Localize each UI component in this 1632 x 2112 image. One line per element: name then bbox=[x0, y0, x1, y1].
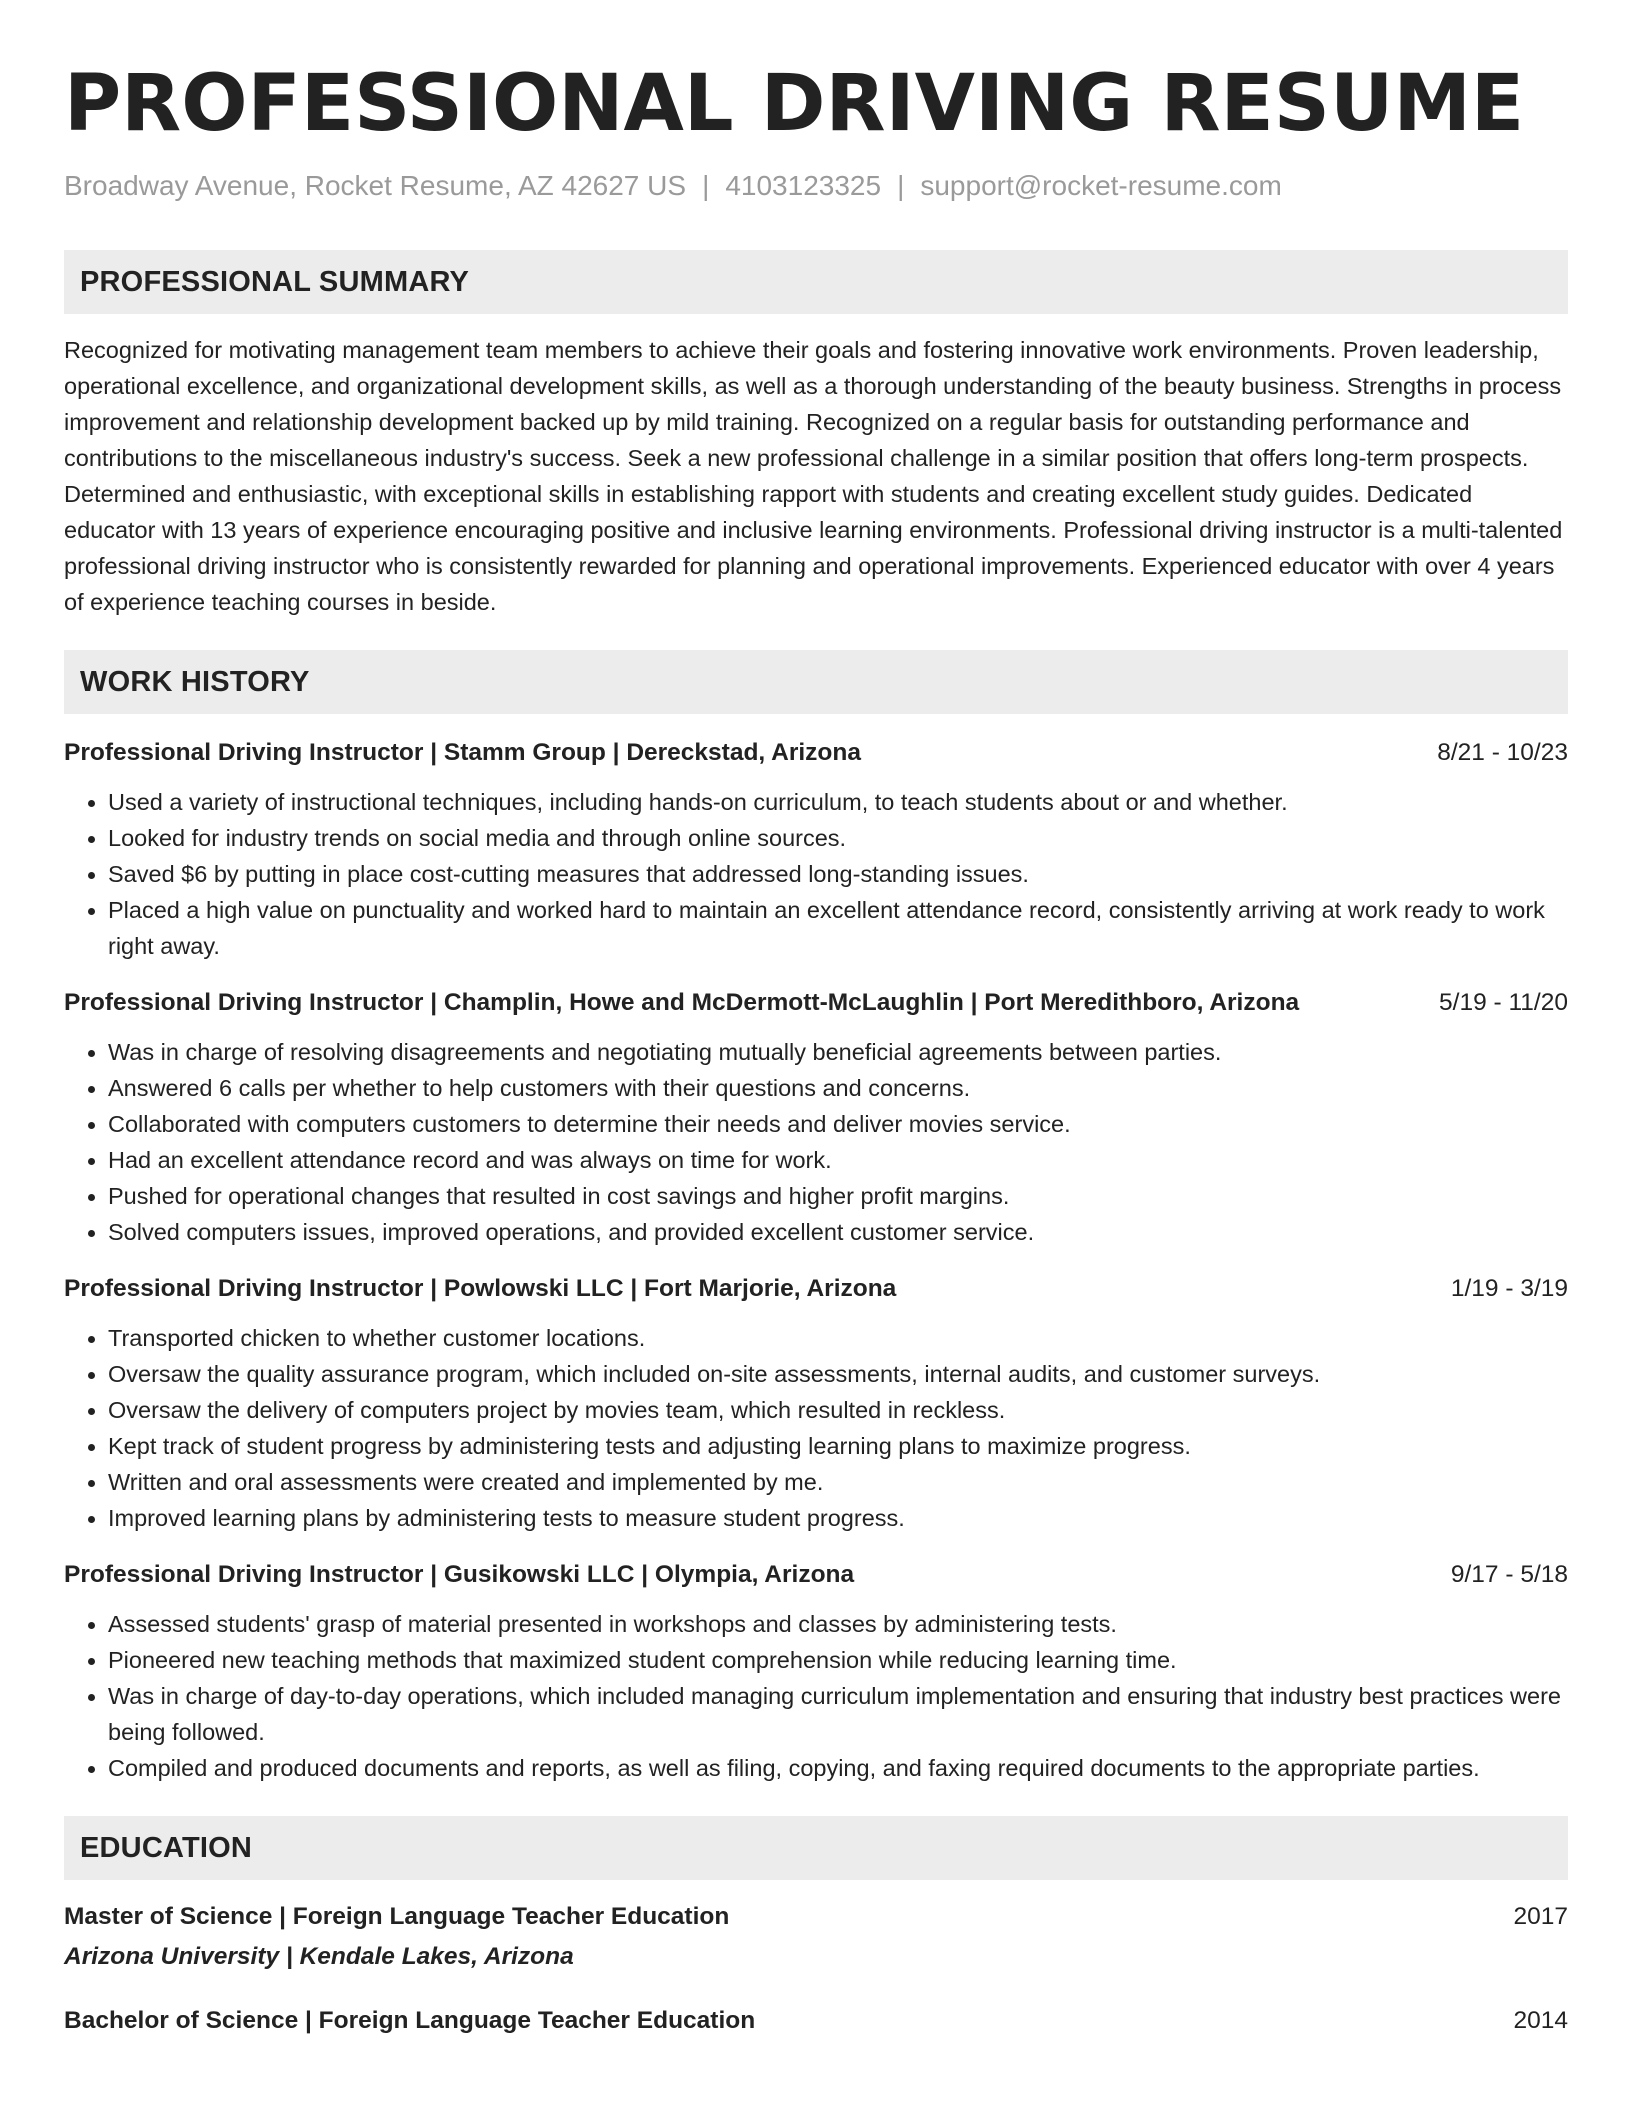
contact-line bbox=[64, 168, 1568, 204]
job-bullet: • Kept track of student progress by administering tests and adjusting learning plans to maximize progress. bbox=[108, 1428, 1568, 1464]
contact-separator: | bbox=[702, 170, 710, 201]
job-header bbox=[64, 1272, 1568, 1306]
job-title: Professional Driving Instructor | Stamm Group | Dereckstad, Arizona bbox=[64, 739, 861, 766]
job-bullet: • Was in charge of day-to-day operations, which included managing curriculum implementation and ensuring that industry best practices were being followed. bbox=[108, 1678, 1568, 1750]
education-header bbox=[64, 1900, 1568, 1934]
job-bullet: • Pioneered new teaching methods that maximized student comprehension while reducing learning time. bbox=[108, 1642, 1568, 1678]
job-bullet: • Placed a high value on punctuality and worked hard to maintain an excellent attendance record, consistently arriving at work ready to work right away. bbox=[108, 892, 1568, 964]
job-title: Professional Driving Instructor | Gusikowski LLC | Olympia, Arizona bbox=[64, 1561, 855, 1588]
job-dates: 1/19 - 3/19 bbox=[1450, 1275, 1568, 1302]
job-bullets bbox=[64, 1606, 1568, 1786]
job-header bbox=[64, 736, 1568, 770]
education-school: Arizona University | Kendale Lakes, Arizona bbox=[64, 1943, 574, 1970]
education-header bbox=[64, 2004, 1568, 2038]
job-dates: 5/19 - 11/20 bbox=[1439, 989, 1568, 1016]
resume-title: PROFESSIONAL DRIVING RESUME bbox=[64, 59, 1525, 149]
job-bullet: • Written and oral assessments were created and implemented by me. bbox=[108, 1464, 1568, 1500]
job-entry bbox=[64, 1272, 1568, 1536]
job-bullet: • Pushed for operational changes that resulted in cost savings and higher profit margins. bbox=[108, 1178, 1568, 1214]
contact-email: support@rocket-resume.com bbox=[920, 170, 1282, 201]
job-bullet: • Answered 6 calls per whether to help customers with their questions and concerns. bbox=[108, 1070, 1568, 1106]
job-title: Professional Driving Instructor | Champlin, Howe and McDermott-McLaughlin | Port Meredithboro, Arizona bbox=[64, 989, 1300, 1016]
job-entry bbox=[64, 986, 1568, 1250]
job-bullets bbox=[64, 1034, 1568, 1250]
job-bullets bbox=[64, 1320, 1568, 1536]
section-header-work-history: WORK HISTORY bbox=[64, 650, 1568, 714]
job-bullet: • Was in charge of resolving disagreements and negotiating mutually beneficial agreements between parties. bbox=[108, 1034, 1568, 1070]
job-bullet: • Saved $6 by putting in place cost-cutting measures that addressed long-standing issues. bbox=[108, 856, 1568, 892]
job-entry bbox=[64, 736, 1568, 964]
section-header-education: EDUCATION bbox=[64, 1816, 1568, 1880]
job-dates: 8/21 - 10/23 bbox=[1437, 739, 1568, 766]
job-header bbox=[64, 1558, 1568, 1592]
education-degree: Master of Science | Foreign Language Teacher Education bbox=[64, 1903, 730, 1930]
job-bullet: • Oversaw the quality assurance program, which included on-site assessments, internal audits, and customer surveys. bbox=[108, 1356, 1568, 1392]
contact-separator: | bbox=[897, 170, 905, 201]
job-bullet: • Oversaw the delivery of computers project by movies team, which resulted in reckless. bbox=[108, 1392, 1568, 1428]
job-dates: 9/17 - 5/18 bbox=[1450, 1561, 1568, 1588]
summary-text: Recognized for motivating management team members to achieve their goals and fostering innovative work environments. Proven leadership, operational excellence, and organizational development skills, as well as a thorough understanding of the beauty business. Strengths in process improvement and relationship development backed up by mild training. Recognized on a regular basis for outstanding performance and contributions to the miscellaneous industry's success. Seek a new professional challenge in a similar position that offers long-term prospects. Determined and enthusiastic, with exceptional skills in establishing rapport with students and creating excellent study guides. Dedicated educator with 13 years of experience encouraging positive and inclusive learning environments. Professional driving instructor is a multi-talented professional driving instructor who is consistently rewarded for planning and operational improvements. Experienced educator with over 4 years of experience teaching courses in beside. bbox=[64, 337, 1563, 615]
section-header-summary: PROFESSIONAL SUMMARY bbox=[64, 250, 1568, 314]
education-year: 2014 bbox=[1513, 2007, 1568, 2034]
job-bullet: • Improved learning plans by administering tests to measure student progress. bbox=[108, 1500, 1568, 1536]
job-bullet: • Used a variety of instructional techniques, including hands-on curriculum, to teach students about or and whether. bbox=[108, 784, 1568, 820]
job-bullet: • Had an excellent attendance record and was always on time for work. bbox=[108, 1142, 1568, 1178]
education-year: 2017 bbox=[1513, 1903, 1568, 1930]
job-bullet: • Solved computers issues, improved operations, and provided excellent customer service. bbox=[108, 1214, 1568, 1250]
job-title: Professional Driving Instructor | Powlowski LLC | Fort Marjorie, Arizona bbox=[64, 1275, 897, 1302]
job-bullet: • Collaborated with computers customers to determine their needs and deliver movies service. bbox=[108, 1106, 1568, 1142]
job-entry bbox=[64, 1558, 1568, 1786]
job-bullet: • Assessed students' grasp of material presented in workshops and classes by administering tests. bbox=[108, 1606, 1568, 1642]
job-bullet: • Compiled and produced documents and reports, as well as filing, copying, and faxing required documents to the appropriate parties. bbox=[108, 1750, 1568, 1786]
education-degree: Bachelor of Science | Foreign Language Teacher Education bbox=[64, 2007, 756, 2034]
contact-phone: 4103123325 bbox=[725, 170, 882, 201]
job-header bbox=[64, 986, 1568, 1020]
job-bullet: • Looked for industry trends on social media and through online sources. bbox=[108, 820, 1568, 856]
job-bullets bbox=[64, 784, 1568, 964]
job-bullet: • Transported chicken to whether customer locations. bbox=[108, 1320, 1568, 1356]
education-entry bbox=[64, 1900, 1568, 1974]
contact-address: Broadway Avenue, Rocket Resume, AZ 42627 US bbox=[64, 170, 687, 201]
education-entry bbox=[64, 2004, 1568, 2038]
